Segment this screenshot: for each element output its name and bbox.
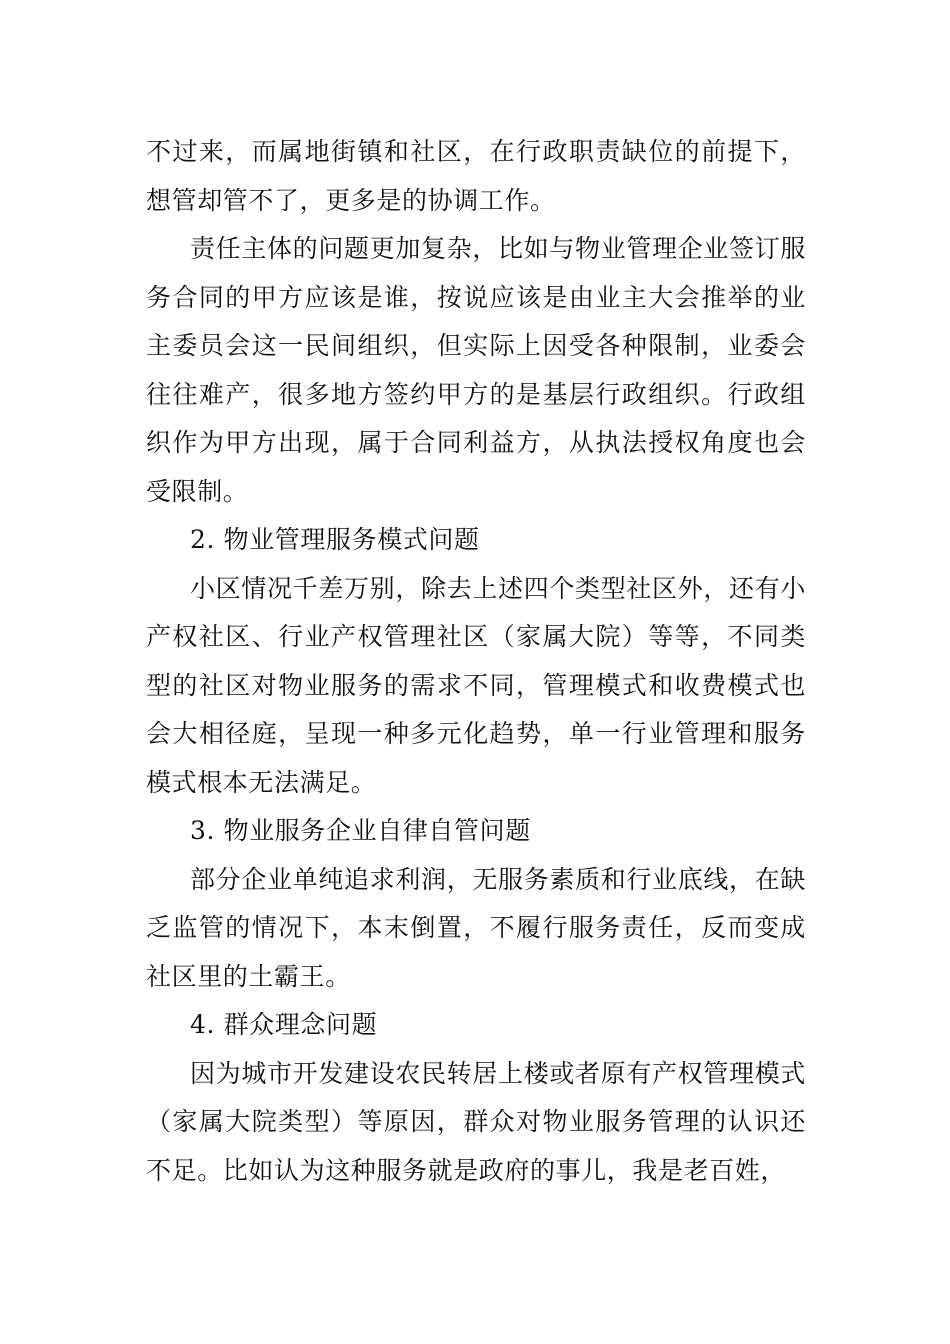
- section-heading-service-mode: 2. 物业管理服务模式问题: [190, 525, 480, 554]
- paragraph-responsibility-subject: 责任主体的问题更加复杂，比如与物业管理企业签订服务合同的甲方应该是谁，按说应该是由业主大会推举的业主委员会这一民间组织，但实际上因受各种限制，业委会往往难产，很多地方签约甲方的是基层行政组织。行政组织作为甲方出现，属于合同利益方，从执法授权角度也会受限制。: [146, 234, 806, 506]
- document-body: [146, 128, 806, 1195]
- section-heading-public-awareness: 4. 群众理念问题: [190, 1010, 378, 1039]
- paragraph-continuation: 不过来，而属地街镇和社区，在行政职责缺位的前提下，想管却管不了，更多是的协调工作。: [146, 137, 806, 215]
- paragraph-self-discipline: 部分企业单纯追求利润，无服务素质和行业底线，在缺乏监管的情况下，本末倒置，不履行服务责任，反而变成社区里的土霸王。: [146, 864, 806, 991]
- paragraph-public-awareness: 因为城市开发建设农民转居上楼或者原有产权管理模式（家属大院类型）等原因，群众对物业服务管理的认识还不足。比如认为这种服务就是政府的事儿，我是老百姓，: [146, 1058, 806, 1185]
- paragraph-service-mode: 小区情况千差万别，除去上述四个类型社区外，还有小产权社区、行业产权管理社区（家属大院）等等，不同类型的社区对物业服务的需求不同，管理模式和收费模式也会大相径庭，呈现一种多元化趋势，单一行业管理和服务模式根本无法满足。: [146, 573, 806, 797]
- section-heading-self-discipline: 3. 物业服务企业自律自管问题: [190, 816, 531, 845]
